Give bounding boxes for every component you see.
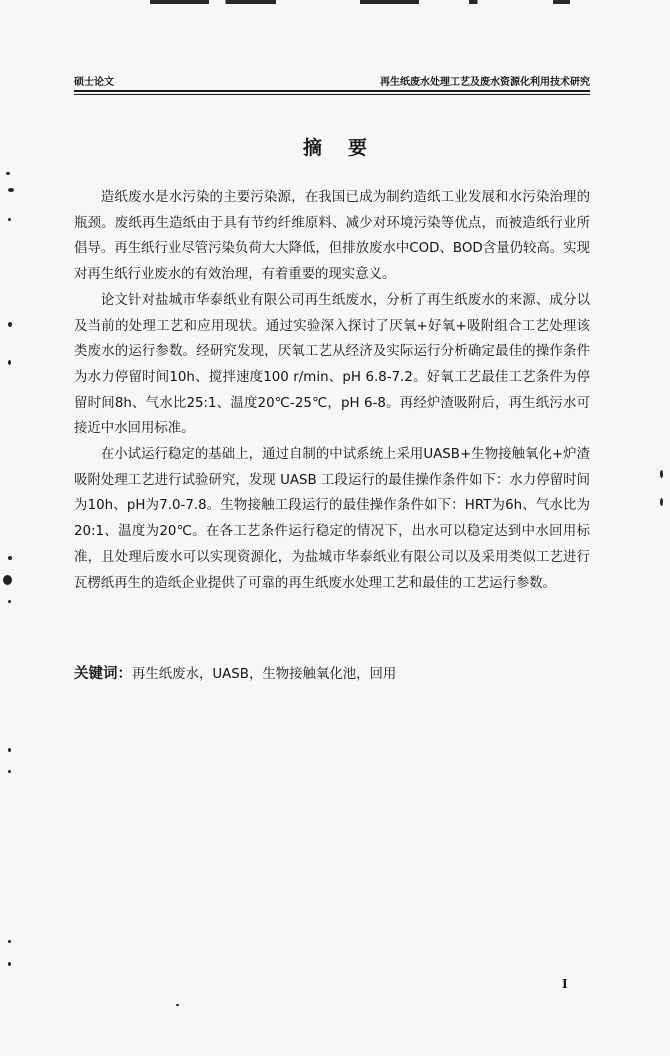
keywords-label: 关键词： bbox=[74, 666, 132, 682]
scan-speck bbox=[3, 575, 12, 585]
header-rule bbox=[74, 90, 590, 92]
scan-speck bbox=[8, 770, 11, 773]
scan-speck bbox=[8, 360, 11, 365]
scan-edge-artifact bbox=[150, 0, 570, 4]
keywords-text: 再生纸废水，UASB，生物接触氧化池，回用 bbox=[132, 667, 397, 682]
scan-speck bbox=[8, 218, 11, 221]
scan-speck bbox=[8, 188, 14, 192]
header-thesis-title: 再生纸废水处理工艺及废水资源化利用技术研究 bbox=[380, 77, 590, 88]
abstract-body bbox=[74, 185, 590, 596]
scan-speck bbox=[8, 322, 12, 327]
abstract-paragraph: 造纸废水是水污染的主要污染源，在我国已成为制约造纸工业发展和水污染治理的瓶颈。废纸再生造纸由于具有节约纤维原料、减少对环境污染等优点，而被造纸行业所倡导。再生纸行业尽管污染负荷大大降低，但排放废水中COD、BOD含量仍较高。实现对再生纸行业废水的有效治理，有着重要的现实意义。 bbox=[74, 190, 590, 283]
scan-speck bbox=[8, 962, 11, 966]
scan-speck bbox=[8, 556, 12, 560]
scan-speck bbox=[8, 748, 11, 752]
scan-speck bbox=[660, 498, 663, 506]
scan-speck bbox=[176, 1004, 179, 1006]
scan-speck bbox=[8, 940, 11, 943]
scan-speck bbox=[8, 600, 11, 603]
scan-speck bbox=[6, 172, 10, 175]
page-number: I bbox=[562, 977, 568, 991]
abstract-paragraph: 论文针对盐城市华泰纸业有限公司再生纸废水，分析了再生纸废水的来源、成分以及当前的处理工艺和应用现状。通过实验深入探讨了厌氧+好氧+吸附组合工艺处理该类废水的运行参数。经研究发现，厌氧工艺从经济及实际运行分析确定最佳的操作条件为水力停留时间10h、搅拌速度100 r/min、pH 6.8-7.2。好氧工艺最佳工艺条件为停留时间8h、气水比25:1、温度20℃-25℃，pH 6-8。再经炉渣吸附后，再生纸污水可接近中水回用标准。 bbox=[74, 292, 590, 437]
abstract-paragraph: 在小试运行稳定的基础上，通过自制的中试系统上采用UASB+生物接触氧化+炉渣吸附处理工艺进行试验研究，发现 UASB 工段运行的最佳操作条件如下：水力停留时间为10h、pH为7.0-7.8。生物接触工段运行的最佳操作条件如下：HRT为6h、气水比为20:1、温度为20℃。在各工艺条件运行稳定的情况下，出水可以稳定达到中水回用标准，且处理后废水可以实现资源化，为盐城市华泰纸业有限公司以及采用类似工艺进行瓦楞纸再生的造纸企业提供了可靠的再生纸废水处理工艺和最佳的工艺运行参数。 bbox=[74, 447, 590, 591]
keywords-line bbox=[74, 662, 590, 687]
running-header bbox=[74, 73, 590, 89]
header-rule-thin bbox=[74, 94, 590, 95]
scan-speck bbox=[660, 470, 663, 478]
page-title: 摘要 bbox=[302, 137, 393, 159]
header-thesis-type: 硕士论文 bbox=[74, 77, 114, 88]
